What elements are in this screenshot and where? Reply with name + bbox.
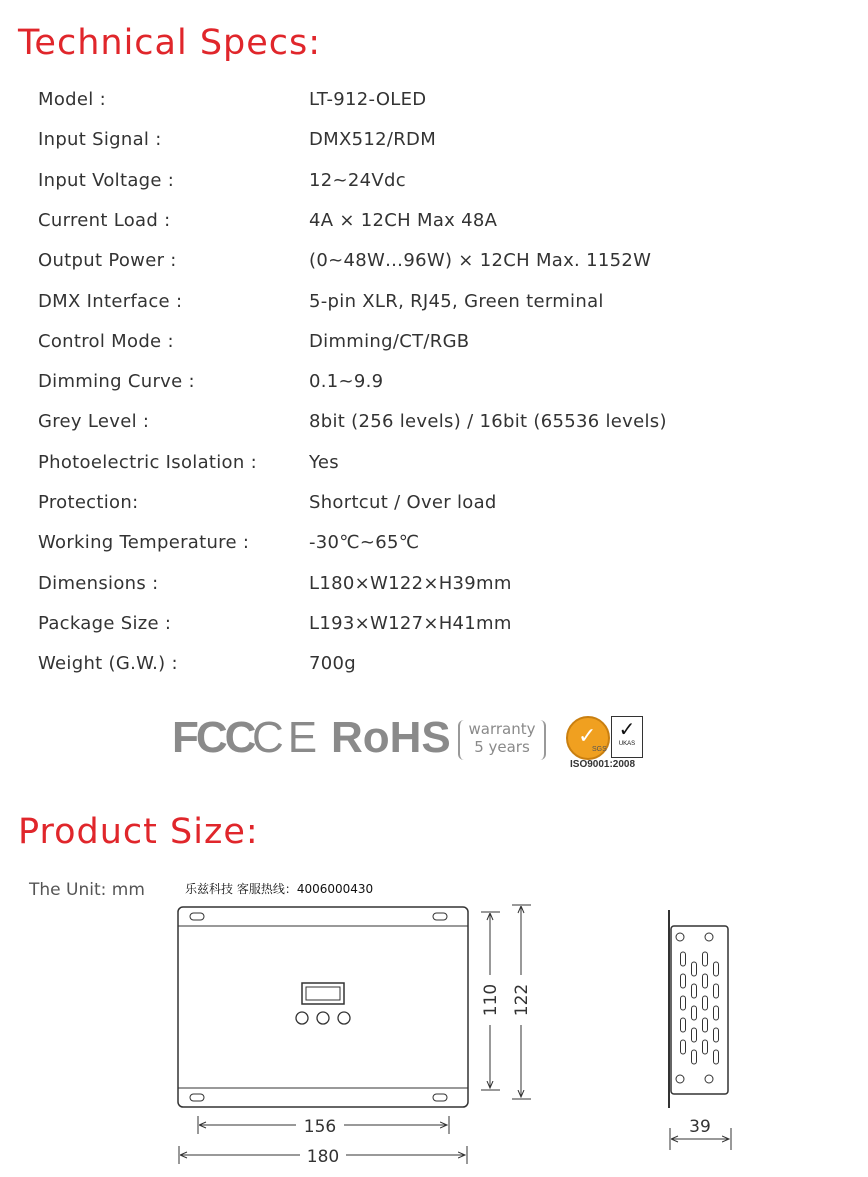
spec-label: Working Temperature : [38, 532, 250, 554]
unit-side-view [669, 910, 728, 1108]
spec-label: Weight (G.W.) : [38, 653, 178, 675]
spec-label: Output Power : [38, 250, 177, 272]
dim-width-inner [198, 1116, 449, 1137]
spec-value: 8bit (256 levels) / 16bit (65536 levels) [309, 411, 667, 433]
spec-value: Shortcut / Over load [309, 492, 497, 513]
rohs-logo: RoHS [331, 713, 451, 762]
dim-label-156: 156 [303, 1117, 337, 1137]
spec-label: Current Load : [38, 209, 171, 231]
spec-value: Dimming/CT/RGB [309, 330, 470, 352]
dim-label-180: 180 [306, 1147, 340, 1167]
spec-value: -30℃~65℃ [309, 532, 420, 554]
dim-label-122: 122 [512, 983, 532, 1017]
dim-width-outer [179, 1146, 467, 1167]
spec-label: Protection: [38, 492, 139, 513]
unit-label: The Unit: mm [29, 880, 145, 900]
spec-value: 5-pin XLR, RJ45, Green terminal [309, 290, 604, 312]
sgs-text: SGS [592, 746, 607, 753]
warranty-years: 5 years [474, 738, 530, 756]
side-body [671, 926, 728, 1094]
dim-height-outer [512, 905, 532, 1099]
dim-label-110: 110 [481, 983, 501, 1017]
spec-value: 0.1~9.9 [309, 371, 384, 393]
spec-label: Photoelectric Isolation : [38, 451, 257, 473]
dim-label-39: 39 [689, 1117, 711, 1137]
spec-label: Package Size : [38, 612, 172, 634]
spec-value: 700g [309, 653, 356, 675]
product-size-title: Product Size: [18, 812, 259, 852]
spec-value: (0~48W…96W) × 12CH Max. 1152W [309, 250, 652, 272]
spec-value: L180×W122×H39mm [309, 572, 512, 594]
spec-label: Model : [38, 89, 106, 110]
warranty-text: warranty [468, 720, 536, 738]
spec-label: Input Signal : [38, 129, 162, 151]
spec-value: DMX512/RDM [309, 129, 437, 151]
ukas-text: UKAS [618, 741, 636, 747]
technical-specs-title: Technical Specs: [18, 23, 322, 63]
unit-front-view [178, 907, 468, 1107]
spec-value: 12~24Vdc [309, 169, 406, 191]
spec-value: L193×W127×H41mm [309, 612, 512, 634]
spec-value: LT-912-OLED [309, 89, 427, 110]
crown-check-icon: ✓ [618, 717, 636, 741]
spec-label: Dimming Curve : [38, 371, 195, 393]
spec-label: Dimensions : [38, 572, 159, 594]
unit-body [178, 907, 468, 1107]
dim-height-inner [481, 912, 501, 1090]
spec-value: Yes [309, 451, 339, 473]
spec-label: Input Voltage : [38, 169, 175, 191]
spec-label: Control Mode : [38, 330, 174, 352]
hotline-text: 乐兹科技 客服热线：4006000430 [185, 882, 374, 896]
ce-logo: CE [252, 713, 322, 762]
spec-label: Grey Level : [38, 411, 150, 433]
spec-value: 4A × 12CH Max 48A [309, 209, 498, 231]
fcc-logo: FCC [172, 713, 254, 762]
iso-text: ISO9001:2008 [570, 759, 636, 770]
spec-label: DMX Interface : [38, 290, 183, 312]
dim-depth [670, 1117, 731, 1150]
checkmark-icon: ✓ [578, 724, 597, 749]
